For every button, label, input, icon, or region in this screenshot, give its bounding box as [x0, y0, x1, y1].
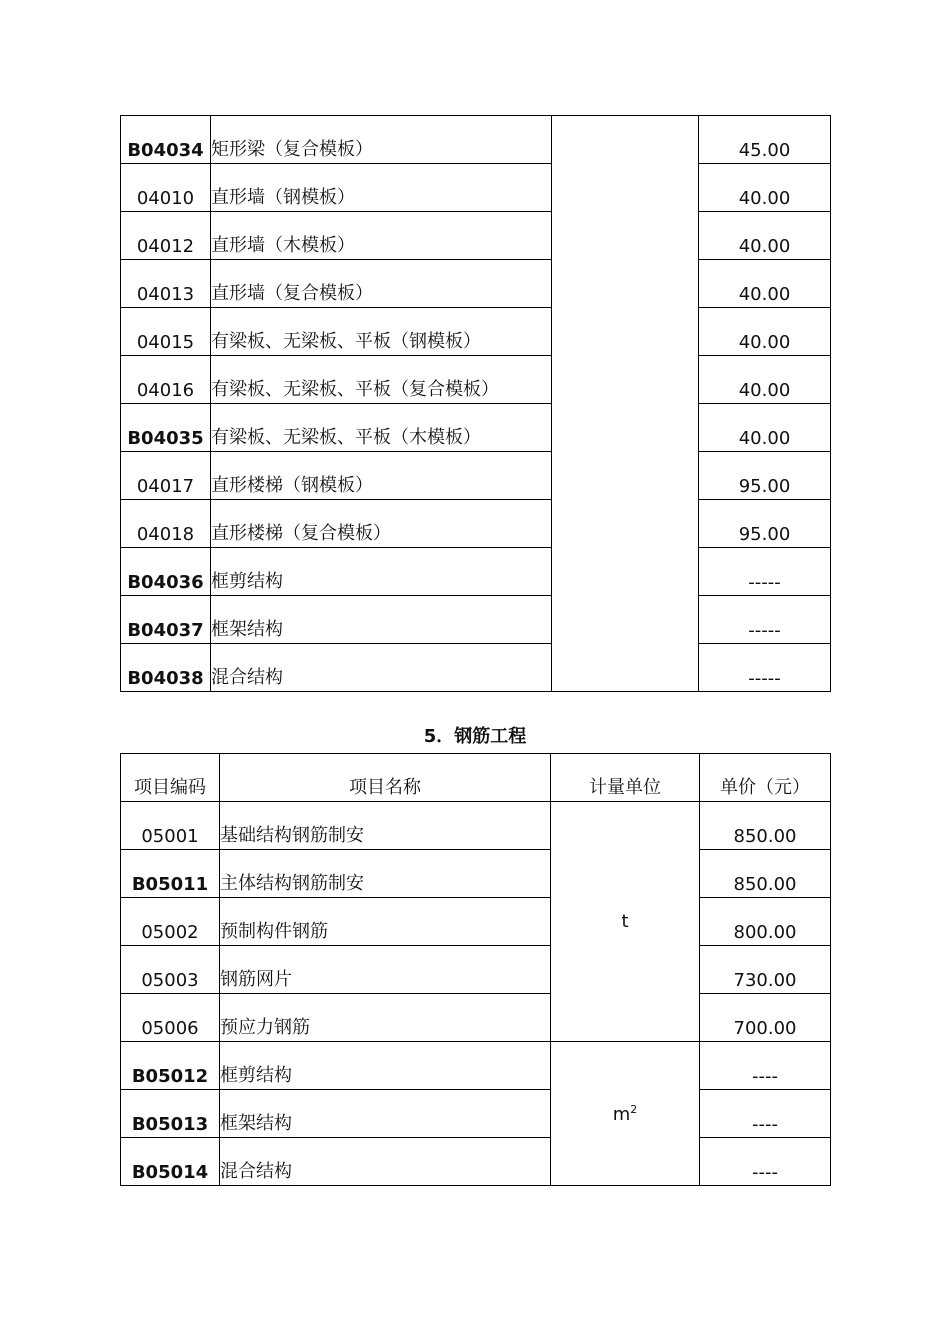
table-row [121, 596, 831, 644]
table-row [121, 548, 831, 596]
item-price: ---- [700, 1090, 831, 1138]
item-name: 直形墙（钢模板） [211, 164, 552, 212]
item-code: 05002 [121, 898, 220, 946]
item-code: 05006 [121, 994, 220, 1042]
item-price: 95.00 [699, 500, 831, 548]
item-name: 直形楼梯（复合模板） [211, 500, 552, 548]
item-name: 预制构件钢筋 [220, 898, 551, 946]
item-price: 40.00 [699, 308, 831, 356]
item-price: 40.00 [699, 164, 831, 212]
item-name: 直形墙（木模板） [211, 212, 552, 260]
table-row [121, 308, 831, 356]
item-name: 矩形梁（复合模板） [211, 116, 552, 164]
unit-t: t [551, 802, 700, 1042]
header-price: 单价（元） [700, 754, 831, 802]
rebar-table [120, 753, 831, 1186]
item-price: 850.00 [700, 850, 831, 898]
item-price: 45.00 [699, 116, 831, 164]
table-row [121, 1042, 831, 1090]
item-name: 框剪结构 [211, 548, 552, 596]
formwork-table [120, 115, 831, 692]
unit-m2 [551, 1042, 700, 1186]
item-code: B04038 [121, 644, 211, 692]
header-name: 项目名称 [220, 754, 551, 802]
item-code: 04017 [121, 452, 211, 500]
header-code: 项目编码 [121, 754, 220, 802]
unit-cell [552, 116, 699, 692]
header-unit: 计量单位 [551, 754, 700, 802]
item-code: B05013 [121, 1090, 220, 1138]
item-code: 05001 [121, 802, 220, 850]
item-code: B05011 [121, 850, 220, 898]
item-price: 40.00 [699, 356, 831, 404]
table-row [121, 850, 831, 898]
item-name: 混合结构 [220, 1138, 551, 1186]
item-name: 框剪结构 [220, 1042, 551, 1090]
table-row [121, 164, 831, 212]
table-row [121, 452, 831, 500]
item-name: 钢筋网片 [220, 946, 551, 994]
item-name: 框架结构 [211, 596, 552, 644]
item-code: 04012 [121, 212, 211, 260]
item-price: 730.00 [700, 946, 831, 994]
item-name: 有梁板、无梁板、平板（钢模板） [211, 308, 552, 356]
item-price: ---- [700, 1042, 831, 1090]
item-name: 有梁板、无梁板、平板（木模板） [211, 404, 552, 452]
item-price: 40.00 [699, 404, 831, 452]
item-price: ----- [699, 596, 831, 644]
table-row [121, 994, 831, 1042]
item-name: 框架结构 [220, 1090, 551, 1138]
item-price: 95.00 [699, 452, 831, 500]
table-row [121, 212, 831, 260]
item-code: B05014 [121, 1138, 220, 1186]
item-code: 05003 [121, 946, 220, 994]
table-row [121, 802, 831, 850]
item-code: 04016 [121, 356, 211, 404]
table-row [121, 1090, 831, 1138]
item-name: 预应力钢筋 [220, 994, 551, 1042]
item-code: 04018 [121, 500, 211, 548]
section-title: 5．钢筋工程 [423, 726, 527, 747]
item-code: B04034 [121, 116, 211, 164]
table-row [121, 260, 831, 308]
item-name: 混合结构 [211, 644, 552, 692]
table-row [121, 898, 831, 946]
header-row [121, 754, 831, 802]
table-row [121, 404, 831, 452]
item-price: ----- [699, 644, 831, 692]
item-price: 40.00 [699, 212, 831, 260]
item-code: 04013 [121, 260, 211, 308]
table-row [121, 116, 831, 164]
item-name: 直形楼梯（钢模板） [211, 452, 552, 500]
item-name: 有梁板、无梁板、平板（复合模板） [211, 356, 552, 404]
item-code: B04035 [121, 404, 211, 452]
item-code: 04010 [121, 164, 211, 212]
item-price: 40.00 [699, 260, 831, 308]
item-name: 直形墙（复合模板） [211, 260, 552, 308]
table-row [121, 1138, 831, 1186]
item-price: 850.00 [700, 802, 831, 850]
item-name: 基础结构钢筋制安 [220, 802, 551, 850]
item-price: ---- [700, 1138, 831, 1186]
item-name: 主体结构钢筋制安 [220, 850, 551, 898]
item-price: 800.00 [700, 898, 831, 946]
item-code: 04015 [121, 308, 211, 356]
table-row [121, 946, 831, 994]
item-code: B05012 [121, 1042, 220, 1090]
table-row [121, 644, 831, 692]
unit-exponent: 2 [630, 1102, 638, 1116]
table-row [121, 500, 831, 548]
unit-base: m [612, 1103, 631, 1125]
item-code: B04036 [121, 548, 211, 596]
table-row [121, 356, 831, 404]
item-price: 700.00 [700, 994, 831, 1042]
item-price: ----- [699, 548, 831, 596]
item-code: B04037 [121, 596, 211, 644]
